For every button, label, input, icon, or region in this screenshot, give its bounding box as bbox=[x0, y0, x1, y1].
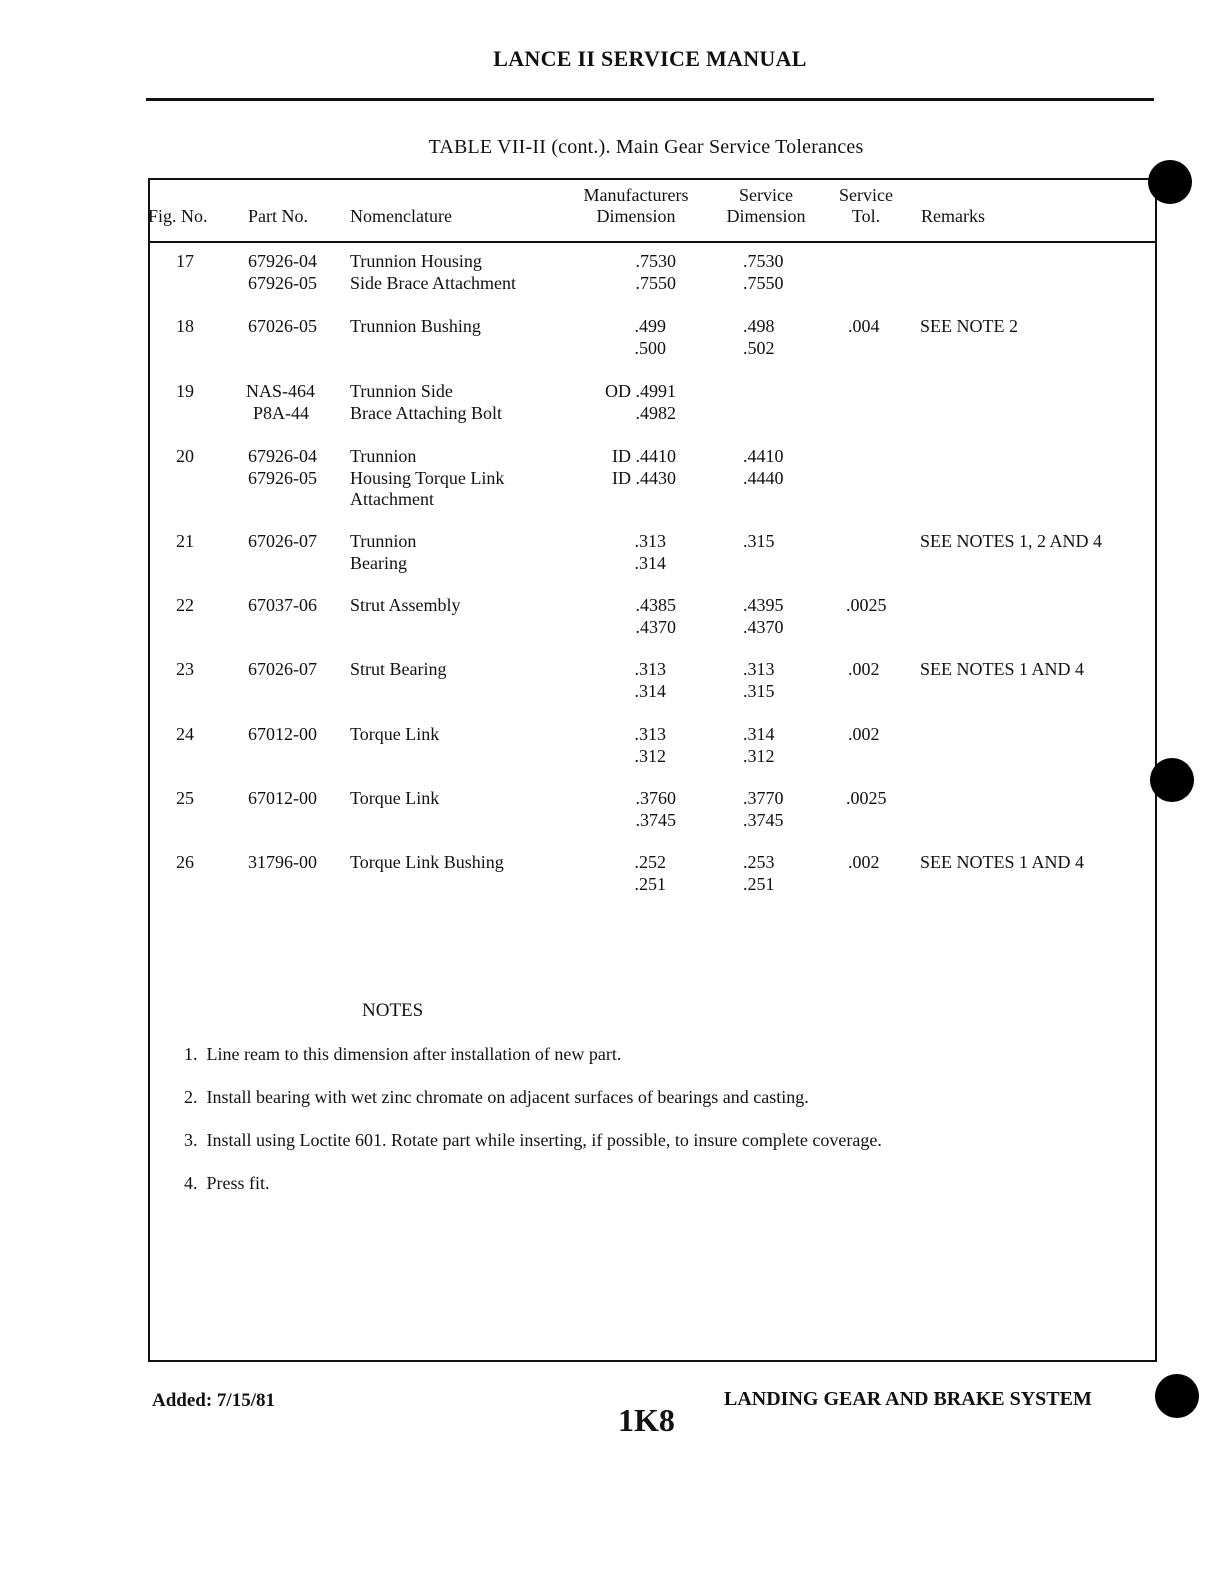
row-part: 67926-04 bbox=[248, 446, 317, 466]
row-svc-tol: .004 bbox=[848, 316, 880, 336]
row-part: 67012-00 bbox=[248, 724, 317, 744]
row-mfr-dim: ID .4410 bbox=[612, 446, 676, 466]
note-item: 3. Install using Loctite 601. Rotate part while inserting, if possible, to insure complete coverage. bbox=[184, 1130, 882, 1150]
row-svc-tol: .0025 bbox=[846, 595, 887, 615]
row-fig: 17 bbox=[176, 251, 194, 271]
row-mfr-dim: .314 bbox=[634, 553, 666, 573]
row-svc-dim: .7530 bbox=[743, 251, 784, 271]
section-title: LANDING GEAR AND BRAKE SYSTEM bbox=[724, 1388, 1092, 1410]
row-part: 67926-05 bbox=[248, 273, 317, 293]
row-mfr-dim: .7550 bbox=[635, 273, 676, 293]
col-header-nomenclature: Nomenclature bbox=[350, 206, 452, 226]
row-mfr-dim: .251 bbox=[634, 874, 666, 894]
row-mfr-dim: .4982 bbox=[635, 403, 676, 423]
row-mfr-dim: .3745 bbox=[635, 810, 676, 830]
row-svc-dim: .313 bbox=[743, 659, 775, 679]
row-fig: 20 bbox=[176, 446, 194, 466]
row-nomenclature: Attachment bbox=[350, 489, 434, 509]
row-part: 67926-05 bbox=[248, 468, 317, 488]
column-header-rule bbox=[148, 241, 1155, 243]
table-title: TABLE VII-II (cont.). Main Gear Service Tolerances bbox=[428, 136, 864, 158]
row-svc-dim: .314 bbox=[743, 724, 775, 744]
row-nomenclature: Trunnion Housing bbox=[350, 251, 482, 271]
row-nomenclature: Strut Assembly bbox=[350, 595, 461, 615]
row-remarks: SEE NOTE 2 bbox=[920, 316, 1018, 336]
page-code: 1K8 bbox=[618, 1402, 675, 1438]
punch-hole-icon bbox=[1148, 160, 1192, 204]
col-header-tol-line1: Service bbox=[839, 185, 893, 205]
row-svc-dim: .4410 bbox=[743, 446, 784, 466]
row-mfr-dim: .7530 bbox=[635, 251, 676, 271]
row-part: 67026-07 bbox=[248, 531, 317, 551]
header-rule bbox=[146, 98, 1154, 101]
notes-title: NOTES bbox=[362, 1000, 424, 1021]
col-header-tol-line2: Tol. bbox=[851, 206, 881, 226]
row-svc-dim: .4395 bbox=[743, 595, 784, 615]
row-nomenclature: Side Brace Attachment bbox=[350, 273, 516, 293]
row-svc-dim: .315 bbox=[743, 531, 775, 551]
row-mfr-dim: .312 bbox=[634, 746, 666, 766]
note-item: 1. Line ream to this dimension after installation of new part. bbox=[184, 1044, 622, 1064]
col-header-mfr-line1: Manufacturers bbox=[583, 185, 689, 205]
row-mfr-dim: .313 bbox=[634, 724, 666, 744]
row-svc-tol: .002 bbox=[848, 724, 880, 744]
row-mfr-dim: .314 bbox=[634, 681, 666, 701]
row-svc-dim: .3770 bbox=[743, 788, 784, 808]
row-nomenclature: Trunnion bbox=[350, 446, 417, 466]
row-mfr-dim: .4370 bbox=[635, 617, 676, 637]
row-fig: 24 bbox=[176, 724, 194, 744]
row-nomenclature: Trunnion bbox=[350, 531, 417, 551]
row-svc-dim: .312 bbox=[743, 746, 775, 766]
row-svc-dim: .502 bbox=[743, 338, 775, 358]
row-mfr-dim: OD .4991 bbox=[605, 381, 676, 401]
note-item: 4. Press fit. bbox=[184, 1173, 270, 1193]
col-header-svc-dimension bbox=[716, 185, 816, 227]
punch-hole-icon bbox=[1150, 758, 1194, 802]
col-header-remarks: Remarks bbox=[921, 206, 985, 226]
row-svc-dim: .251 bbox=[743, 874, 775, 894]
punch-hole-icon bbox=[1155, 1374, 1199, 1418]
row-nomenclature: Bearing bbox=[350, 553, 407, 573]
row-mfr-dim: .313 bbox=[634, 531, 666, 551]
row-fig: 21 bbox=[176, 531, 194, 551]
row-svc-dim: .7550 bbox=[743, 273, 784, 293]
row-nomenclature: Strut Bearing bbox=[350, 659, 447, 679]
row-nomenclature: Trunnion Side bbox=[350, 381, 453, 401]
row-nomenclature: Torque Link bbox=[350, 724, 440, 744]
row-nomenclature: Torque Link Bushing bbox=[350, 852, 504, 872]
row-svc-dim: .4440 bbox=[743, 468, 784, 488]
row-part: NAS-464 bbox=[246, 381, 316, 401]
row-nomenclature: Trunnion Bushing bbox=[350, 316, 481, 336]
row-part: 67926-04 bbox=[248, 251, 317, 271]
row-remarks: SEE NOTES 1 AND 4 bbox=[920, 659, 1085, 679]
row-part: 67012-00 bbox=[248, 788, 317, 808]
row-mfr-dim: .252 bbox=[634, 852, 666, 872]
row-remarks: SEE NOTES 1 AND 4 bbox=[920, 852, 1085, 872]
col-header-svc-line1: Service bbox=[739, 185, 793, 205]
col-header-svc-line2: Dimension bbox=[726, 206, 806, 226]
row-part: 67026-05 bbox=[248, 316, 317, 336]
row-mfr-dim: .500 bbox=[634, 338, 666, 358]
row-mfr-dim: .4385 bbox=[635, 595, 676, 615]
row-fig: 22 bbox=[176, 595, 194, 615]
row-mfr-dim: .499 bbox=[634, 316, 666, 336]
row-part: 67037-06 bbox=[248, 595, 317, 615]
row-nomenclature: Housing Torque Link bbox=[350, 468, 505, 488]
col-header-mfr-line2: Dimension bbox=[596, 206, 676, 226]
row-fig: 23 bbox=[176, 659, 194, 679]
col-header-mfr-dimension bbox=[560, 185, 712, 227]
row-svc-tol: .002 bbox=[848, 659, 880, 679]
row-mfr-dim: .313 bbox=[634, 659, 666, 679]
row-remarks: SEE NOTES 1, 2 AND 4 bbox=[920, 531, 1103, 551]
row-fig: 25 bbox=[176, 788, 194, 808]
page-title: LANCE II SERVICE MANUAL bbox=[493, 46, 807, 71]
row-svc-dim: .253 bbox=[743, 852, 775, 872]
row-svc-dim: .3745 bbox=[743, 810, 784, 830]
row-part: P8A-44 bbox=[253, 403, 310, 423]
row-nomenclature: Brace Attaching Bolt bbox=[350, 403, 502, 423]
col-header-fig: Fig. No. bbox=[148, 206, 208, 226]
added-date: Added: 7/15/81 bbox=[152, 1390, 275, 1411]
row-part: 31796-00 bbox=[248, 852, 317, 872]
note-item: 2. Install bearing with wet zinc chromate on adjacent surfaces of bearings and casting. bbox=[184, 1087, 809, 1107]
row-fig: 26 bbox=[176, 852, 194, 872]
col-header-part: Part No. bbox=[248, 206, 308, 226]
row-svc-dim: .4370 bbox=[743, 617, 784, 637]
row-svc-tol: .0025 bbox=[846, 788, 887, 808]
row-svc-dim: .315 bbox=[743, 681, 775, 701]
row-svc-dim: .498 bbox=[743, 316, 775, 336]
row-svc-tol: .002 bbox=[848, 852, 880, 872]
col-header-svc-tol bbox=[828, 185, 904, 227]
row-mfr-dim: ID .4430 bbox=[612, 468, 676, 488]
row-fig: 19 bbox=[176, 381, 194, 401]
row-part: 67026-07 bbox=[248, 659, 317, 679]
row-nomenclature: Torque Link bbox=[350, 788, 440, 808]
row-fig: 18 bbox=[176, 316, 194, 336]
row-mfr-dim: .3760 bbox=[635, 788, 676, 808]
